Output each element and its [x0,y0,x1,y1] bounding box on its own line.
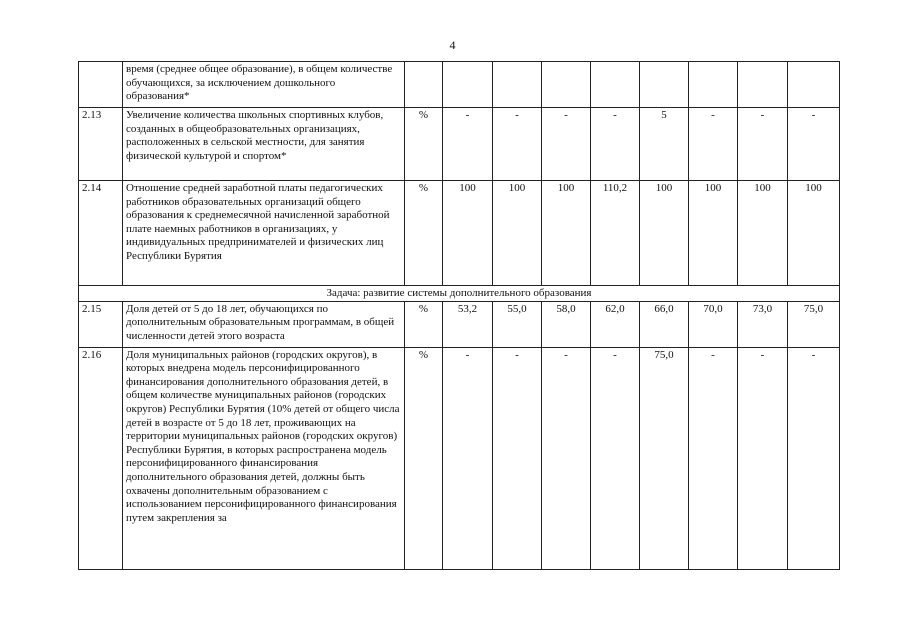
value-cell: 75,0 [640,347,689,569]
value-cell: - [493,347,542,569]
value-cell: 100 [443,181,493,286]
value-cell [542,62,591,108]
row-number: 2.15 [79,301,123,347]
page-number: 4 [449,38,456,52]
row-number: 2.14 [79,181,123,286]
section-heading: Задача: развитие системы дополнительного образования [79,286,840,302]
value-cell [689,62,738,108]
unit-cell [405,62,443,108]
value-cell: - [493,108,542,181]
indicator-name: время (среднее общее образование), в общем количестве обучающихся, за исключением дошкольного образования* [123,62,405,108]
unit-cell: % [405,301,443,347]
indicators-table [78,61,840,570]
table-row [79,181,840,286]
value-cell: 75,0 [788,301,840,347]
value-cell: 55,0 [493,301,542,347]
value-cell: - [443,347,493,569]
table-row [79,62,840,108]
value-cell: - [689,108,738,181]
row-number [79,62,123,108]
value-cell: - [788,347,840,569]
value-cell: - [591,347,640,569]
value-cell: 100 [689,181,738,286]
value-cell: 73,0 [738,301,788,347]
value-cell: - [591,108,640,181]
row-number: 2.16 [79,347,123,569]
table-row [79,347,840,569]
value-cell [738,62,788,108]
value-cell [788,62,840,108]
value-cell [591,62,640,108]
value-cell: 100 [788,181,840,286]
value-cell: - [738,108,788,181]
value-cell: - [788,108,840,181]
value-cell: 100 [640,181,689,286]
value-cell: 5 [640,108,689,181]
value-cell [640,62,689,108]
value-cell: 53,2 [443,301,493,347]
value-cell: 100 [738,181,788,286]
unit-cell: % [405,108,443,181]
indicator-name: Увеличение количества школьных спортивных клубов, созданных в общеобразовательных организациях, расположенных в сельской местности, для занятия физической культурой и спортом* [123,108,405,181]
unit-cell: % [405,181,443,286]
table-row [79,301,840,347]
unit-cell: % [405,347,443,569]
value-cell [493,62,542,108]
value-cell: 58,0 [542,301,591,347]
value-cell: - [738,347,788,569]
value-cell [443,62,493,108]
value-cell: - [689,347,738,569]
value-cell: - [542,347,591,569]
value-cell: 70,0 [689,301,738,347]
table-row [79,108,840,181]
value-cell: 62,0 [591,301,640,347]
value-cell: 100 [493,181,542,286]
indicator-name: Отношение средней заработной платы педагогических работников образовательных организаций общего образования к среднемесячной начисленной заработной плате наемных работников в организациях, у индивидуальных предпринимателей и физических лиц Республики Бурятия [123,181,405,286]
indicator-name: Доля муниципальных районов (городских округов), в которых внедрена модель персонифицированного финансирования дополнительного образования детей, в общем количестве муниципальных районов (городских округов) Республики Бурятия (10% детей от общего числа детей в возрасте от 5 до 18 лет, проживающих на территории муниципальных районов (городских округов) Республики Бурятия, в которых распространена модель персонифицированного финансирования дополнительного образования детей, должны быть охвачены дополнительным образованием с использованием персонифицированного финансирования путем закрепления за [123,347,405,569]
value-cell: - [542,108,591,181]
value-cell: 100 [542,181,591,286]
value-cell: 110,2 [591,181,640,286]
row-number: 2.13 [79,108,123,181]
section-row [79,286,840,302]
value-cell: - [443,108,493,181]
indicator-name: Доля детей от 5 до 18 лет, обучающихся по дополнительным образовательным программам, в общей численности детей этого возраста [123,301,405,347]
value-cell: 66,0 [640,301,689,347]
